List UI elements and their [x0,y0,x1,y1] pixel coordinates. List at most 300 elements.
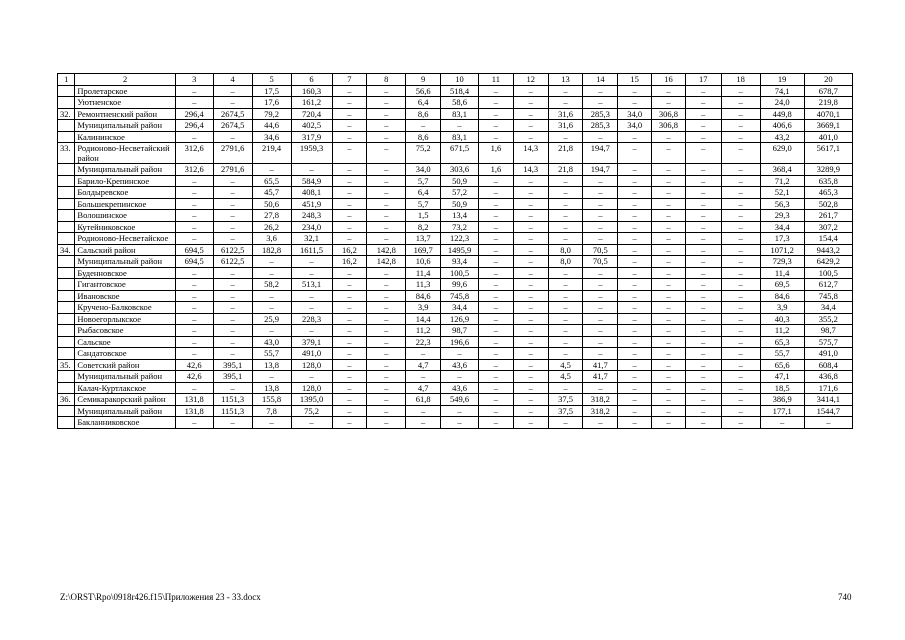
table-cell: – [291,256,332,268]
table-cell: 608,4 [804,359,852,371]
table-cell: 126,9 [441,313,479,325]
table-cell: – [685,131,721,143]
table-cell: – [332,359,367,371]
table-cell: 312,6 [175,164,213,176]
table-cell: – [583,85,618,97]
table-cell: – [175,97,213,109]
table-cell: 1151,3 [213,405,252,417]
table-cell: 47,1 [760,371,804,383]
row-number [58,85,75,97]
table-cell: – [441,405,479,417]
row-name: Муниципальный район [75,256,175,268]
table-cell: – [583,198,618,210]
row-name: Бакланниковское [75,417,175,429]
table-cell: 65,3 [760,336,804,348]
table-cell: – [583,417,618,429]
table-cell: – [685,187,721,199]
header-row [58,74,853,86]
table-cell: – [618,131,652,143]
table-cell: 3,6 [252,233,291,245]
table-cell: – [721,348,760,360]
table-cell: – [583,313,618,325]
table-cell: 17,3 [760,233,804,245]
table-cell: – [213,210,252,222]
table-cell: – [332,221,367,233]
table-cell: – [478,313,513,325]
table-cell: – [685,85,721,97]
table-cell: – [175,302,213,314]
column-header: 17 [685,74,721,86]
table-cell: 13,8 [252,359,291,371]
row-name: Калининское [75,131,175,143]
row-number [58,198,75,210]
table-cell: – [367,348,406,360]
table-cell: 11,2 [760,325,804,337]
table-cell: – [618,382,652,394]
table-cell: 43,0 [252,336,291,348]
row-number [58,120,75,132]
table-cell: 177,1 [760,405,804,417]
table-cell: – [721,85,760,97]
table-cell: – [618,187,652,199]
table-cell: 6,4 [406,97,441,109]
table-cell: – [332,279,367,291]
table-cell: 50,9 [441,175,479,187]
table-cell: – [213,382,252,394]
table-cell: – [513,267,548,279]
table-cell: 34,0 [618,120,652,132]
table-cell: – [618,405,652,417]
table-cell: – [583,187,618,199]
table-cell: 194,7 [583,143,618,164]
column-header: 9 [406,74,441,86]
table-cell: – [721,256,760,268]
table-cell: – [583,175,618,187]
table-cell: 34,6 [252,131,291,143]
table-cell: 1611,5 [291,244,332,256]
table-cell: – [685,198,721,210]
table-cell: – [548,198,583,210]
table-cell: – [367,85,406,97]
table-cell: – [685,256,721,268]
table-cell: – [721,336,760,348]
table-cell: – [652,279,686,291]
table-cell: – [548,85,583,97]
table-cell: – [406,417,441,429]
table-cell: – [213,417,252,429]
table-row [58,313,853,325]
table-cell: – [618,348,652,360]
table-cell: 55,7 [760,348,804,360]
table-cell: 219,4 [252,143,291,164]
table-cell: 408,1 [291,187,332,199]
table-cell: – [406,371,441,383]
table-cell: 3414,1 [804,394,852,406]
table-cell: 99,6 [441,279,479,291]
table-cell: – [478,382,513,394]
table-cell: – [583,382,618,394]
table-cell: – [175,336,213,348]
table-cell: 5,7 [406,198,441,210]
table-cell: – [367,290,406,302]
table-cell: 93,4 [441,256,479,268]
row-name: Ивановское [75,290,175,302]
table-cell: – [213,131,252,143]
row-name: Семикаракорский район [75,394,175,406]
table-cell: 401,0 [804,131,852,143]
table-cell: – [618,359,652,371]
table-cell: 41,7 [583,359,618,371]
row-number: 35. [58,359,75,371]
table-cell: 368,4 [760,164,804,176]
table-cell: – [721,97,760,109]
table-cell: 13,7 [406,233,441,245]
row-name: Пролетарское [75,85,175,97]
table-cell: 4,5 [548,371,583,383]
table-cell: – [721,405,760,417]
table-cell: – [367,325,406,337]
table-cell: 1495,9 [441,244,479,256]
row-number [58,175,75,187]
table-cell: – [685,143,721,164]
table-cell: – [652,394,686,406]
table-cell: – [721,394,760,406]
table-cell: – [513,244,548,256]
table-cell: – [513,187,548,199]
table-cell: – [213,97,252,109]
table-cell: – [332,108,367,120]
table-row [58,348,853,360]
row-name: Рыбасовское [75,325,175,337]
table-row [58,131,853,143]
table-cell: – [478,198,513,210]
table-cell: – [291,164,332,176]
table-cell: – [478,108,513,120]
table-cell: 18,5 [760,382,804,394]
column-header: 3 [175,74,213,86]
table-cell: 491,0 [804,348,852,360]
table-cell: – [652,210,686,222]
table-cell: – [583,290,618,302]
table-row [58,221,853,233]
table-cell: 303,6 [441,164,479,176]
table-cell: – [721,244,760,256]
table-cell: – [685,325,721,337]
table-cell: 83,1 [441,131,479,143]
table-cell: – [291,417,332,429]
column-header: 14 [583,74,618,86]
table-cell: – [478,405,513,417]
table-cell: 17,6 [252,97,291,109]
column-header: 5 [252,74,291,86]
table-cell: 318,2 [583,394,618,406]
table-cell: – [332,187,367,199]
table-cell: – [618,371,652,383]
table-cell: 3289,9 [804,164,852,176]
table-cell: 575,7 [804,336,852,348]
table-cell: – [721,359,760,371]
table-cell: 27,8 [252,210,291,222]
table-cell: – [513,256,548,268]
column-header: 4 [213,74,252,86]
table-cell: – [367,131,406,143]
table-cell: 75,2 [291,405,332,417]
table-cell: – [175,279,213,291]
table-cell: – [548,131,583,143]
row-name: Сандатовское [75,348,175,360]
table-cell: – [513,336,548,348]
table-cell: 73,2 [441,221,479,233]
table-cell: – [548,417,583,429]
table-cell: – [513,348,548,360]
table-cell: – [291,371,332,383]
row-name: Советский район [75,359,175,371]
table-cell: 16,2 [332,256,367,268]
table-cell: – [548,279,583,291]
table-cell: – [332,131,367,143]
column-header: 6 [291,74,332,86]
table-cell: 31,6 [548,108,583,120]
table-cell: – [367,417,406,429]
table-cell: 14,4 [406,313,441,325]
table-cell: 34,4 [804,302,852,314]
table-cell: – [332,198,367,210]
table-cell: – [441,371,479,383]
table-cell: 406,6 [760,120,804,132]
table-cell: – [367,313,406,325]
table-row [58,244,853,256]
table-cell: – [548,233,583,245]
table-cell: – [367,382,406,394]
table-cell: – [213,85,252,97]
table-cell: 671,5 [441,143,479,164]
table-cell: 128,0 [291,359,332,371]
table-cell: 1,6 [478,143,513,164]
table-cell: – [291,267,332,279]
table-cell: – [513,417,548,429]
table-cell: – [406,120,441,132]
table-cell: – [652,290,686,302]
table-cell: 745,8 [441,290,479,302]
table-cell: – [478,244,513,256]
column-header: 13 [548,74,583,86]
table-cell: 24,0 [760,97,804,109]
table-cell: – [513,131,548,143]
table-cell: – [252,302,291,314]
table-cell: – [213,175,252,187]
table-cell: – [513,371,548,383]
table-cell: – [652,256,686,268]
table-cell: – [252,371,291,383]
table-cell: – [367,359,406,371]
row-number [58,336,75,348]
row-name: Муниципальный район [75,371,175,383]
table-cell: 42,6 [175,359,213,371]
table-cell: 3,9 [760,302,804,314]
table-cell: 34,4 [760,221,804,233]
table-cell: 678,7 [804,85,852,97]
table-cell: 70,5 [583,244,618,256]
table-cell: – [548,210,583,222]
table-cell: – [652,143,686,164]
table-cell: 4,7 [406,382,441,394]
table-cell: – [332,371,367,383]
row-name: Болдыревское [75,187,175,199]
table-cell: 45,7 [252,187,291,199]
table-cell: – [513,313,548,325]
table-cell: – [478,325,513,337]
table-cell: 128,0 [291,382,332,394]
table-cell: – [213,302,252,314]
table-cell: – [618,325,652,337]
table-cell: – [175,233,213,245]
table-cell: – [332,302,367,314]
table-cell: 196,6 [441,336,479,348]
table-cell: – [332,336,367,348]
table-cell: 37,5 [548,394,583,406]
table-cell: – [513,279,548,291]
table-cell: 44,6 [252,120,291,132]
table-cell: – [652,187,686,199]
table-cell: 58,2 [252,279,291,291]
table-cell: 56,3 [760,198,804,210]
table-cell: 307,2 [804,221,852,233]
table-cell: – [332,417,367,429]
table-cell: 4,7 [406,359,441,371]
table-cell: – [618,233,652,245]
row-number [58,233,75,245]
table-cell: 219,8 [804,97,852,109]
table-cell: – [618,198,652,210]
table-row [58,256,853,268]
table-cell: 2674,5 [213,120,252,132]
table-cell: – [685,348,721,360]
table-cell: – [175,198,213,210]
table-cell: – [513,120,548,132]
table-row [58,108,853,120]
table-cell: 296,4 [175,108,213,120]
table-cell: 720,4 [291,108,332,120]
table-cell: – [721,371,760,383]
table-cell: – [332,97,367,109]
table-cell: – [685,164,721,176]
table-cell: – [583,233,618,245]
table-cell: – [252,164,291,176]
table-cell: – [291,325,332,337]
table-cell: – [721,120,760,132]
table-cell: 395,1 [213,359,252,371]
table-cell: – [175,348,213,360]
table-cell: 395,1 [213,371,252,383]
row-number [58,131,75,143]
table-cell: 402,5 [291,120,332,132]
table-cell: 1,5 [406,210,441,222]
table-cell: 7,8 [252,405,291,417]
table-cell: – [685,279,721,291]
table-cell: – [367,210,406,222]
table-cell: 234,0 [291,221,332,233]
row-number: 32. [58,108,75,120]
table-cell: – [478,187,513,199]
table-cell: – [332,175,367,187]
table-cell: – [652,348,686,360]
table-cell: – [583,302,618,314]
table-cell: 70,5 [583,256,618,268]
table-cell: – [721,164,760,176]
table-cell: 549,6 [441,394,479,406]
table-cell: – [618,221,652,233]
table-cell: 32,1 [291,233,332,245]
table-cell: 8,6 [406,108,441,120]
table-cell: – [721,267,760,279]
row-number [58,187,75,199]
row-number [58,302,75,314]
table-cell: – [652,221,686,233]
table-cell: 612,7 [804,279,852,291]
table-cell: – [583,325,618,337]
table-cell: – [721,143,760,164]
table-cell: 11,4 [406,267,441,279]
table-cell: – [513,85,548,97]
column-header: 1 [58,74,75,86]
table-cell: – [513,175,548,187]
row-name: Большекрепинское [75,198,175,210]
table-cell: – [478,267,513,279]
table-row [58,302,853,314]
table-cell: 584,9 [291,175,332,187]
table-cell: 465,3 [804,187,852,199]
table-cell: 61,8 [406,394,441,406]
row-name: Сальский район [75,244,175,256]
table-cell: – [478,302,513,314]
table-cell: – [367,233,406,245]
table-cell: – [618,336,652,348]
table-cell: 318,2 [583,405,618,417]
table-cell: 306,8 [652,108,686,120]
table-cell: – [367,198,406,210]
row-name: Новоегорлыкское [75,313,175,325]
table-cell: – [583,131,618,143]
table-cell: – [478,97,513,109]
table-cell: – [513,233,548,245]
table-cell: – [367,143,406,164]
row-number [58,221,75,233]
table-cell: 42,6 [175,371,213,383]
table-cell: 84,6 [406,290,441,302]
table-row [58,290,853,302]
table-cell: – [478,290,513,302]
table-cell: 25,9 [252,313,291,325]
table-cell: 261,7 [804,210,852,222]
table-cell: – [618,256,652,268]
table-cell: – [478,359,513,371]
table-cell: – [367,279,406,291]
table-cell: 6122,5 [213,256,252,268]
table-cell: 4070,1 [804,108,852,120]
table-cell: – [618,85,652,97]
table-cell: – [685,313,721,325]
table-cell: – [618,164,652,176]
table-cell: – [685,302,721,314]
table-cell: 58,6 [441,97,479,109]
table-cell: – [685,175,721,187]
table-cell: 3669,1 [804,120,852,132]
table-cell: 449,8 [760,108,804,120]
table-cell: – [213,187,252,199]
table-cell: – [513,221,548,233]
table-cell: – [367,302,406,314]
table-cell: – [583,97,618,109]
